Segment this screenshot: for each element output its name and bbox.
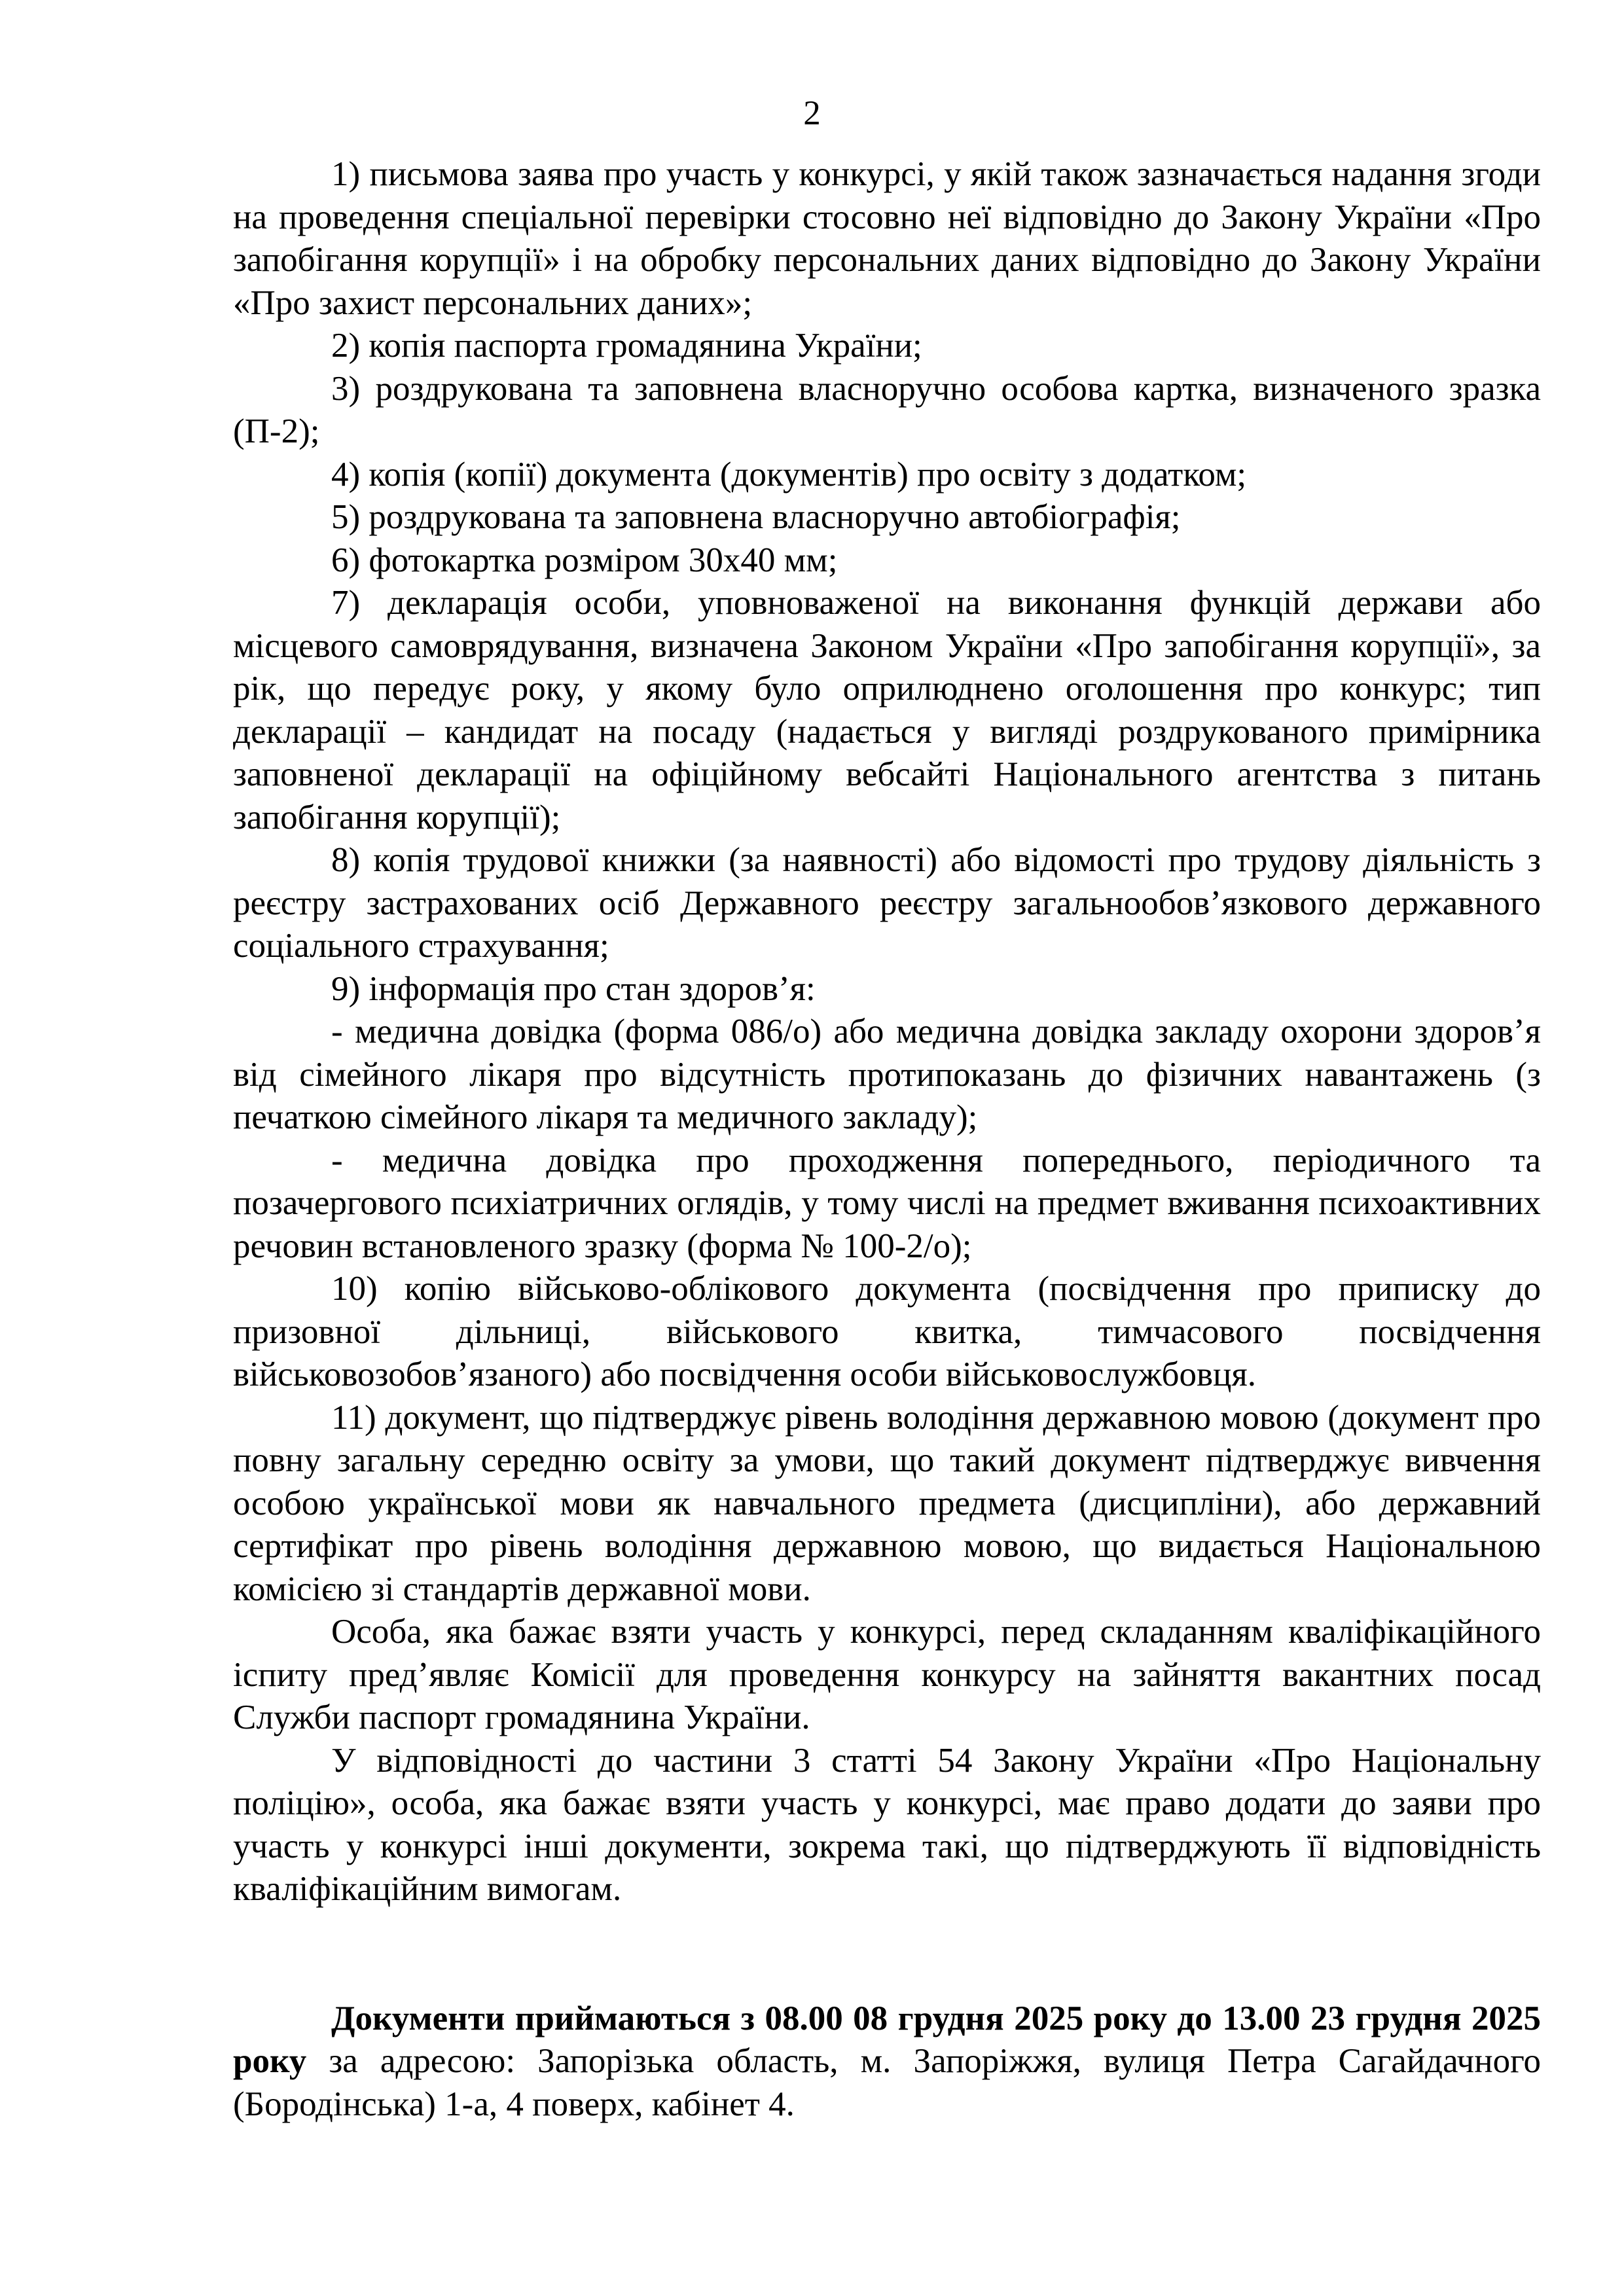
list-item: 4) копія (копії) документа (документів) про освіту з додатком; (331, 455, 1247, 493)
page-number: 2 (803, 94, 821, 132)
list-item: 2) копія паспорта громадянина України; (331, 327, 922, 365)
document-body (233, 153, 1541, 2126)
list-item: - медична довідка про проходження попереднього, періодичного та позачергового психіатричних оглядів, у тому числі на предмет вживання психоактивних речовин встановленого зразку (форма № 100-2/о); (233, 1141, 1541, 1265)
list-item: 3) роздрукована та заповнена власноручно особова картка, визначеного зразка (П-2); (233, 369, 1541, 450)
list-item: 7) декларація особи, уповноваженої на виконання функцій держави або місцевого самоврядування, визначена Законом України «Про запобігання корупції», за рік, що передує року, у якому було оприлюднено оголошення про конкурс; тип декларації – кандидат на посаду (надається у вигляді роздрукованого примірника заповненої декларації на офіційному вебсайті Національного агентства з питань запобігання корупції); (233, 584, 1541, 836)
documents-notice-address: за адресою: Запорізька область, м. Запоріжжя, вулиця Петра Сагайдачного (Бородінська) 1-а, 4 поверх, кабінет 4. (233, 2042, 1541, 2123)
list-item: 8) копія трудової книжки (за наявності) або відомості про трудову діяльність з реєстру застрахованих осіб Державного реєстру загальнообов’язкового державного соціального страхування; (233, 841, 1541, 965)
list-item: 6) фотокартка розміром 30х40 мм; (331, 541, 838, 579)
list-item: 10) копію військово-облікового документа (посвідчення про приписку до призовної дільниці, військового квитка, тимчасового посвідчення військовозобов’язаного) або посвідчення особи військовослужбовця. (233, 1270, 1541, 1393)
list-item: 11) документ, що підтверджує рівень володіння державною мовою (документ про повну загальну середню освіту за умови, що такий документ підтверджує вивчення особою української мови як навчального предмета (дисципліни), або державний сертифікат про рівень володіння державною мовою, що видається Національною комісією зі стандартів державної мови. (233, 1398, 1541, 1608)
documents-notice (233, 1998, 1541, 2126)
documents-notice-dates: Документи приймаються з 08.00 08 грудня 2025 року до 13.00 23 грудня 2025 року (233, 1999, 1541, 2080)
list-item: - медична довідка (форма 086/о) або медична довідка закладу охорони здоров’я від сімейного лікаря про відсутність протипоказань до фізичних навантажень (з печаткою сімейного лікаря та медичного закладу); (233, 1013, 1541, 1136)
list-item: 1) письмова заява про участь у конкурсі, у якій також зазначається надання згоди на проведення спеціальної перевірки стосовно неї відповідно до Закону України «Про запобігання корупції» і на обробку персональних даних відповідно до Закону України «Про захист персональних даних»; (233, 155, 1541, 322)
list-item: 9) інформація про стан здоров’я: (331, 969, 816, 1008)
law-paragraph: У відповідності до частини 3 статті 54 Закону України «Про Національну поліцію», особа, яка бажає взяти участь у конкурсі, має право додати до заяви про участь у конкурсі інші документи, зокрема такі, що підтверджують її відповідність кваліфікаційним вимогам. (233, 1741, 1541, 1908)
passport-paragraph: Особа, яка бажає взяти участь у конкурсі, перед складанням кваліфікаційного іспиту пред’являє Комісії для проведення конкурсу на зайняття вакантних посад Служби паспорт громадянина України. (233, 1613, 1541, 1736)
list-item: 5) роздрукована та заповнена власноручно автобіографія; (331, 498, 1181, 536)
